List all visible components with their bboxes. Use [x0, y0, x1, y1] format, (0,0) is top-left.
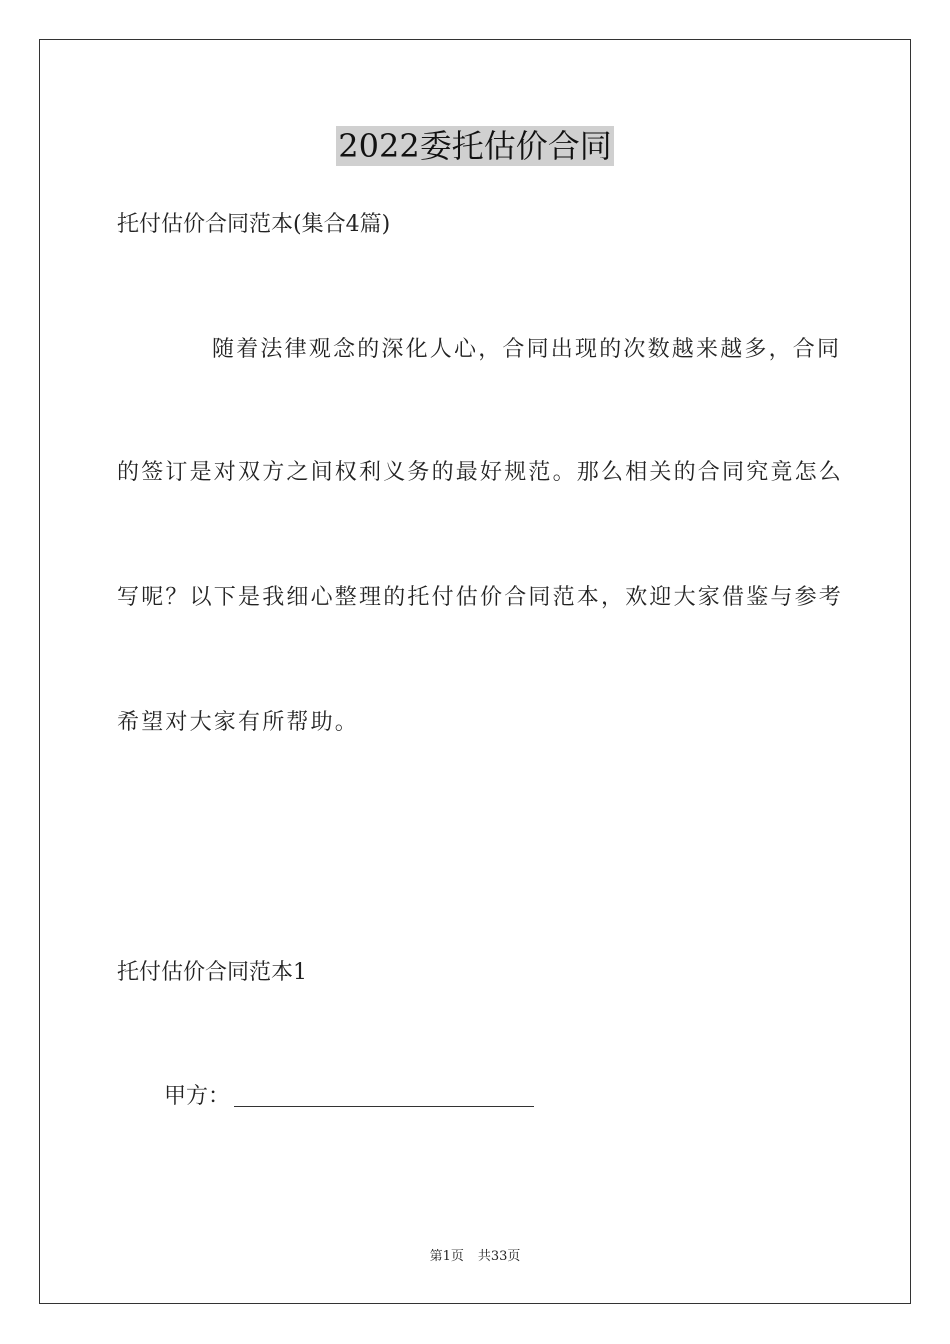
- party-a-blank-line: [234, 1106, 534, 1107]
- intro-line-4: 希望对大家有所帮助。: [117, 710, 360, 735]
- sample-heading: 托付估价合同范本1: [117, 960, 307, 985]
- page-footer: [0, 1248, 950, 1266]
- page-number: 第1页: [429, 1249, 464, 1264]
- page-total: 共33页: [477, 1249, 521, 1264]
- party-a-label: 甲方：: [164, 1084, 231, 1109]
- intro-line-1: 随着法律观念的深化人心，合同出现的次数越来越多，合同: [212, 337, 842, 362]
- title-container: [0, 126, 950, 166]
- intro-line-2: 的签订是对双方之间权利义务的最好规范。那么相关的合同究竟怎么: [117, 460, 844, 485]
- intro-line-3: 写呢？以下是我细心整理的托付估价合同范本，欢迎大家借鉴与参考: [117, 585, 844, 610]
- document-subtitle: 托付估价合同范本(集合4篇): [117, 212, 391, 237]
- document-title: 2022委托估价合同: [338, 127, 612, 165]
